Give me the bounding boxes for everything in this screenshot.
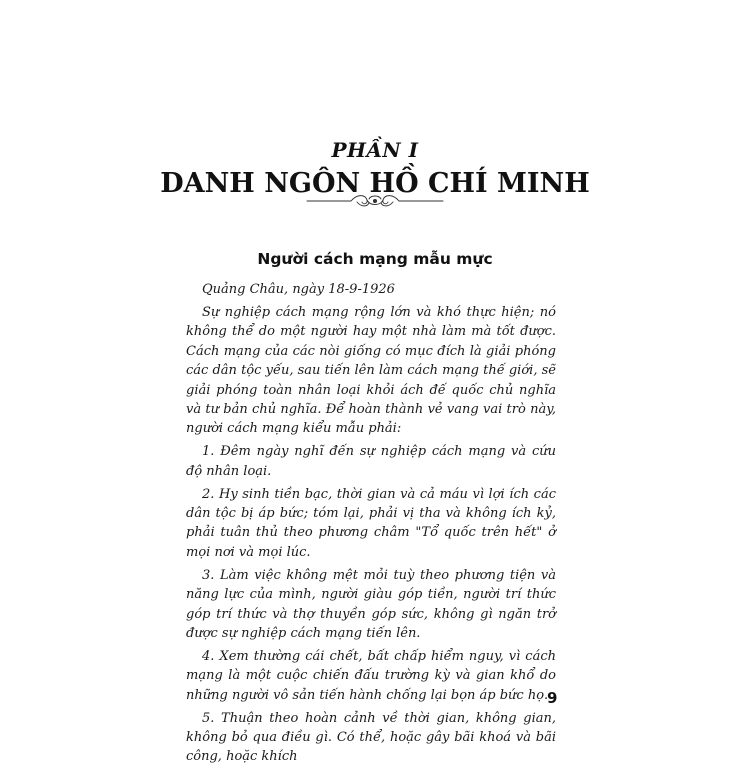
- body-text: [186, 280, 556, 770]
- paragraph: 5. Thuận theo hoàn cảnh về thời gian, không gian, không bỏ qua điều gì. Có thể, hoặc gây bãi khoá và bãi công, hoặc khích: [186, 710, 556, 765]
- page-number: 9: [547, 689, 558, 707]
- flourish-divider-icon: [305, 190, 445, 210]
- paragraph: 1. Đêm ngày nghĩ đến sự nghiệp cách mạng và cứu độ nhân loại.: [186, 444, 556, 479]
- paragraph: 4. Xem thường cái chết, bất chấp hiểm nguy, vì cách mạng là một cuộc chiến đấu trường kỳ và gian khổ do những người vô sản tiến hành chống lại bọn áp bức họ.: [186, 648, 556, 703]
- paragraph: 3. Làm việc không mệt mỏi tuỳ theo phương tiện và năng lực của mình, người giàu góp tiền, người trí thức góp trí thức và thợ thuyền góp sức, không gì ngăn trở được sự nghiệp cách mạng tiến lên.: [186, 567, 556, 641]
- paragraph: Sự nghiệp cách mạng rộng lớn và khó thực hiện; nó không thể do một người hay một nhà làm mà tốt được. Cách mạng của các nòi giống có mục đích là giải phóng các dân tộc yếu, sau tiến lên làm cách mạng thế giới, sẽ giải phóng toàn nhân loại khỏi ách đế quốc chủ nghĩa và tư bản chủ nghĩa. Để hoàn thành vẻ vang vai trò này, người cách mạng kiểu mẫu phải:: [186, 304, 556, 437]
- paragraph: 2. Hy sinh tiền bạc, thời gian và cả máu vì lợi ích các dân tộc bị áp bức; tóm lại, phải vị tha và không ích kỷ, phải tuân thủ theo phương châm "Tổ quốc trên hết" ở mọi nơi và mọi lúc.: [186, 486, 556, 560]
- dateline: Quảng Châu, ngày 18-9-1926: [202, 282, 395, 297]
- part-title: DANH NGÔN HỒ CHÍ MINH: [160, 168, 590, 199]
- section-heading: Người cách mạng mẫu mực: [257, 250, 493, 268]
- part-label: PHẦN I: [331, 138, 419, 162]
